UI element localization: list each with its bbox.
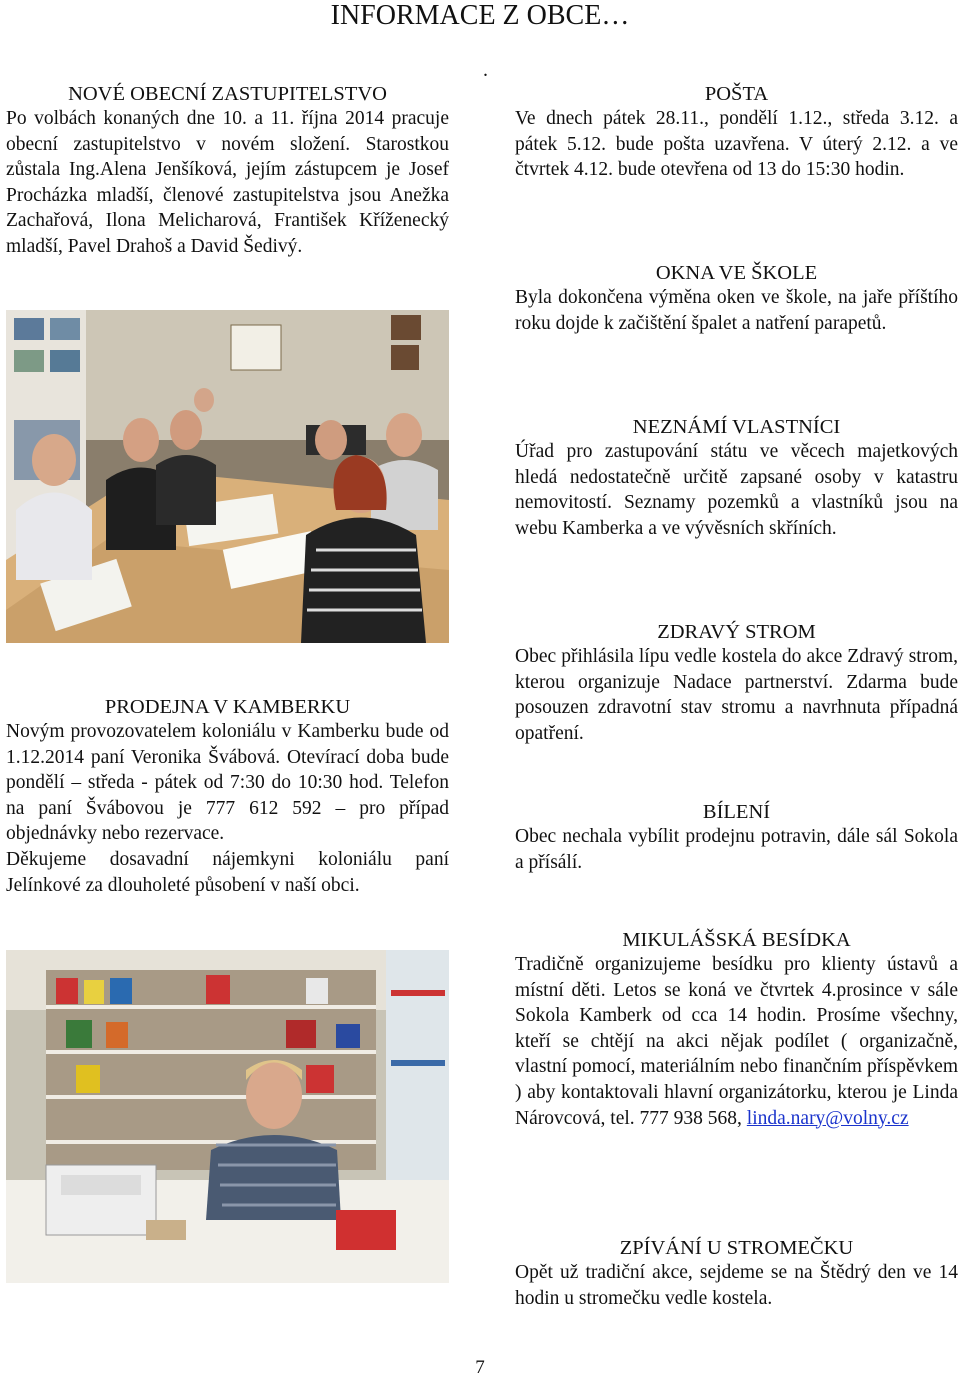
nicholas-heading: MIKULÁŠSKÁ BESÍDKA — [622, 929, 851, 951]
tree-heading: ZDRAVÝ STROM — [657, 621, 816, 643]
owners-text: Úřad pro zastupování státu ve věcech majetkových hledá nedostatečně určitě zapsané osoby v katastru nemovitostí. Seznamy pozemků a vlastníků jsou na webu Kamberka a ve vývěsních skříních. — [515, 441, 958, 539]
stray-dot: . — [483, 59, 488, 81]
shop-photo — [6, 950, 449, 1283]
page-title: INFORMACE Z OBCE… — [330, 0, 630, 31]
carols-section — [515, 1236, 958, 1311]
windows-text: Byla dokončena výměna oken ve škole, na jaře příštího roku dojde k začištění špalet a natření parapetů. — [515, 287, 958, 334]
windows-section — [515, 261, 958, 336]
post-section — [515, 82, 958, 183]
nicholas-text — [515, 952, 958, 1131]
page-number: 7 — [475, 1357, 485, 1378]
shop-heading: PRODEJNA V KAMBERKU — [104, 696, 351, 718]
whitewash-text: Obec nechala vybílit prodejnu potravin, dále sál Sokola a přísálí. — [515, 826, 958, 873]
whitewash-heading: BÍLENÍ — [702, 801, 771, 823]
email-link[interactable]: linda.nary@volny.cz — [746, 1107, 909, 1129]
carols-heading: ZPÍVÁNÍ U STROMEČKU — [619, 1237, 854, 1259]
shop-text: Novým provozovatelem koloniálu v Kamberku bude od 1.12.2014 paní Veronika Švábová. Otevírací doba bude pondělí – středa - pátek od 7:30 do 10:30 hod. Telefon na paní Švábovou je 777 612 592 – pro případ objednávky nebo rezervace. — [6, 721, 449, 845]
tree-text: Obec přihlásila lípu vedle kostela do akce Zdravý strom, kterou organizuje Nadace partnerství. Zdarma bude posouzen zdravotní stav stromu a navrhnuta případná opatření. — [515, 646, 958, 744]
council-meeting-photo — [6, 310, 449, 643]
post-text: Ve dnech pátek 28.11., pondělí 1.12., středa 3.12. a pátek 5.12. bude pošta uzavřena. V úterý 2.12. a ve čtvrtek 4.12. bude otevřena od 13 do 15:30 hodin. — [515, 108, 958, 181]
council-text: Po volbách konaných dne 10. a 11. října 2014 pracuje obecní zastupitelstvo v novém složení. Starostkou zůstala Ing.Alena Jenšíková, jejím zástupcem je Josef Procházka mladší, členové zastupitelstva jsou Anežka Zachařová, Ilona Melicharová, František Kříženecký mladší, Pavel Drahoš a David Šedivý. — [6, 108, 449, 257]
owners-heading: NEZNÁMÍ VLASTNÍCI — [632, 416, 841, 438]
windows-heading: OKNA VE ŠKOLE — [655, 262, 818, 284]
whitewash-section — [515, 800, 958, 875]
council-heading: NOVÉ OBECNÍ ZASTUPITELSTVO — [68, 83, 387, 105]
council-section — [6, 82, 449, 260]
nicholas-body: Tradičně organizujeme besídku pro klienty ústavů a místní děti. Letos se koná ve čtvrtek 4.prosince v sále Sokola Kamberk od cca 14 hodin. Prosíme všechny, kteří se chtějí na akci nějak podílet ( organizačně, vlastní pomocí, materiálním nebo finančním příspěvkem ) aby kontaktovali hlavní organizátorku, kterou je Linda Nárovcová, tel. 777 938 568, — [515, 954, 958, 1129]
tree-section — [515, 620, 958, 746]
shop-thanks-text: Děkujeme dosavadní nájemkyni koloniálu paní Jelínkové za dlouholeté působení v naší obci. — [6, 848, 449, 896]
carols-text: Opět už tradiční akce, sejdeme se na Štědrý den ve 14 hodin u stromečku vedle kostela. — [515, 1262, 958, 1309]
nicholas-section — [515, 928, 958, 1131]
shop-section — [6, 695, 449, 898]
post-heading: POŠTA — [704, 83, 769, 105]
owners-section — [515, 415, 958, 541]
